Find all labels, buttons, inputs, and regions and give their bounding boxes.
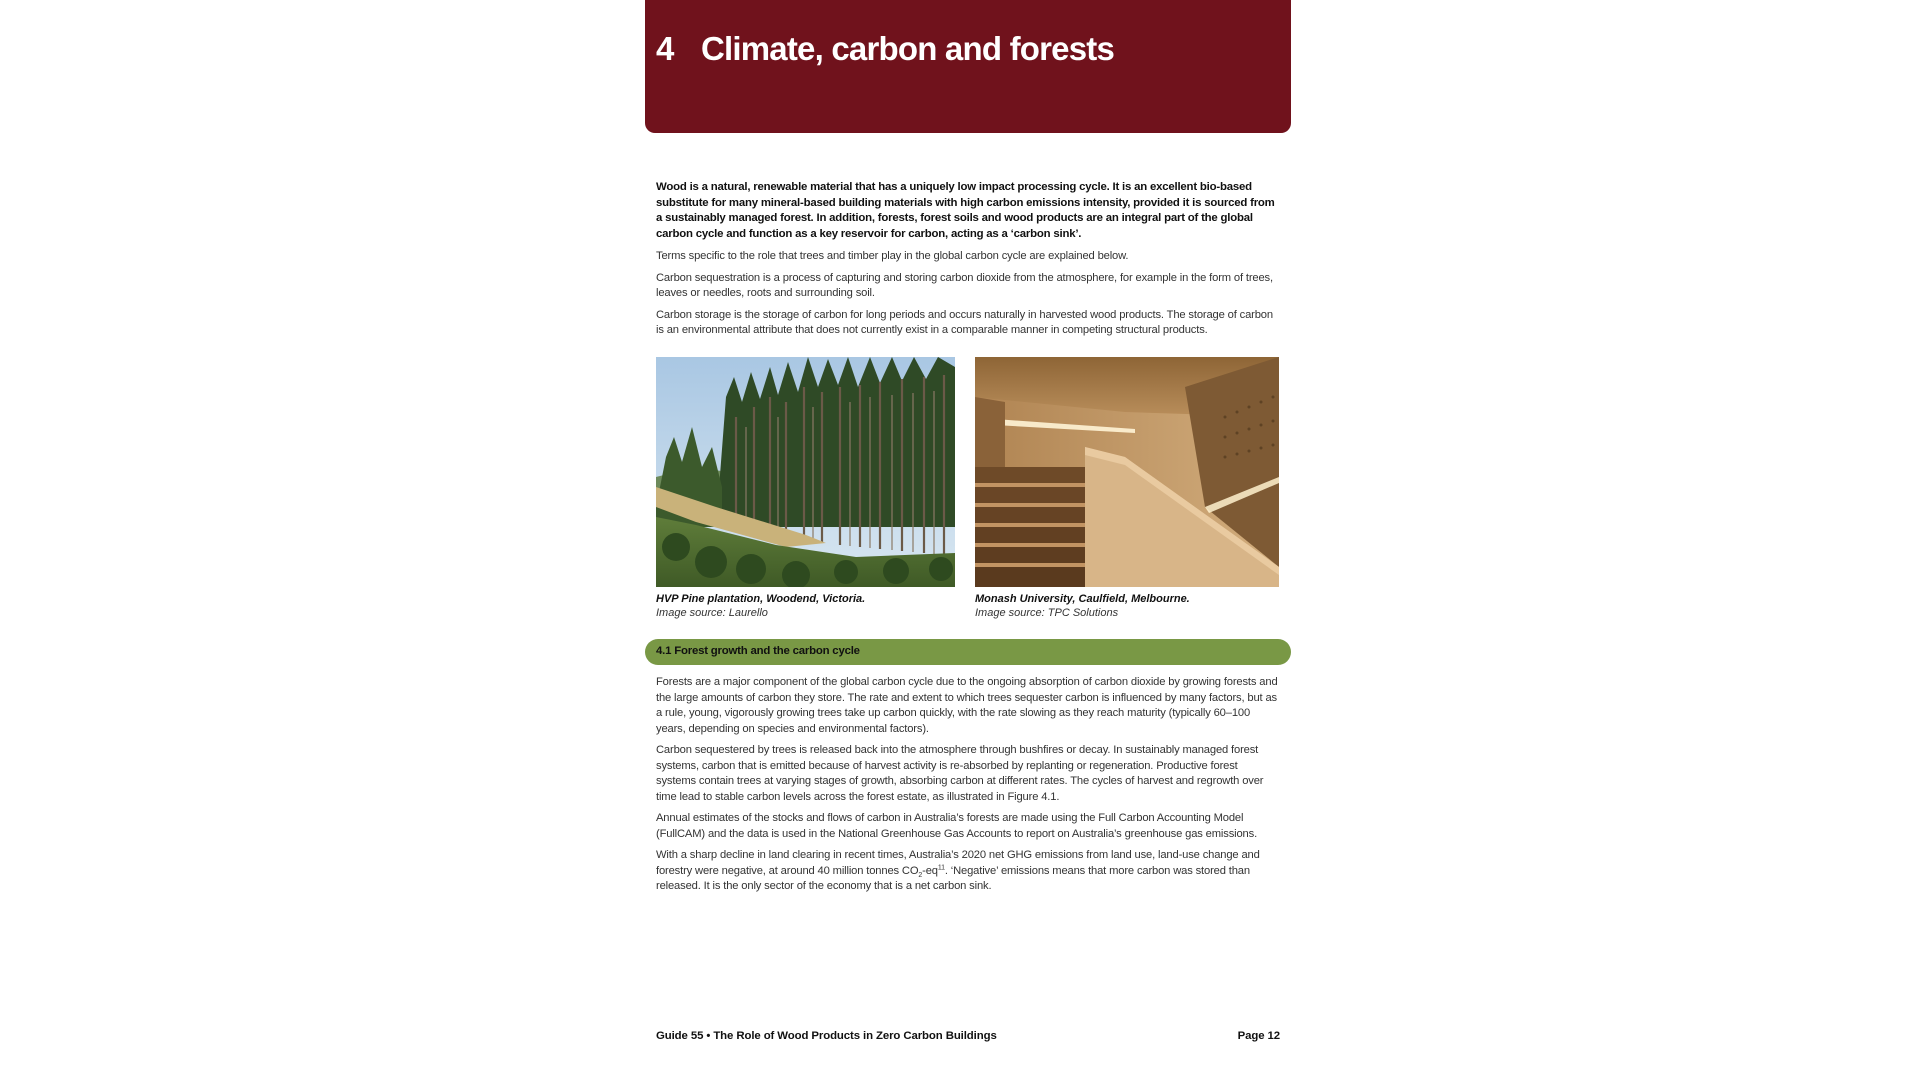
section-body xyxy=(656,675,1280,901)
chapter-header-band xyxy=(645,0,1291,133)
body-paragraph xyxy=(656,848,1280,895)
figure-caption xyxy=(975,592,1279,620)
caption-title: Monash University, Caulfield, Melbourne. xyxy=(975,593,1190,605)
intro-paragraph: Terms specific to the role that trees and timber play in the global carbon cycle are explained below. xyxy=(656,250,1129,262)
text-run: . ‘Negative’ emissions means that more carbon was stored than released. It is the only sector of the economy that is a net carbon sink. xyxy=(656,864,1250,892)
body-paragraph: Annual estimates of the stocks and flows of carbon in Australia’s forests are made using the Full Carbon Accounting Model (FullCAM) and the data is used in the National Greenhouse Gas Accounts to report on Australia’s greenhouse gas emissions. xyxy=(656,812,1258,840)
intro-text xyxy=(656,180,1280,345)
body-paragraph: Forests are a major component of the global carbon cycle due to the ongoing absorption of carbon dioxide by growing forests and the large amounts of carbon they store. The rate and extent to which trees sequester carbon is influenced by many factors, but as a rule, young, vigorously growing trees take up carbon quickly, with the rate slowing as they reach maturity (typically 60–100 years, depending on species and environmental factors). xyxy=(656,676,1278,735)
body-paragraph: Carbon sequestered by trees is released back into the atmosphere through bushfires or decay. In sustainably managed forest systems, carbon that is emitted because of harvest activity is re-absorbed by replanting or regeneration. Productive forest systems contain trees at varying stages of growth, absorbing carbon at different rates. The cycles of harvest and regrowth over time lead to stable carbon levels across the forest estate, as illustrated in Figure 4.1. xyxy=(656,744,1264,803)
pine-plantation-photo xyxy=(656,357,955,587)
lead-paragraph: Wood is a natural, renewable material that has a uniquely low impact processing cycle. It is an excellent bio-based substitute for many mineral-based building materials with high carbon emissions intensity, provided it is sourced from a sustainably managed forest. In addition, forests, forest soils and wood products are an integral part of the global carbon cycle and function as a key reservoir for carbon, acting as a ‘carbon sink’. xyxy=(656,181,1275,240)
figure-caption xyxy=(656,592,956,620)
intro-paragraph: Carbon sequestration is a process of capturing and storing carbon dioxide from the atmosphere, for example in the form of trees, leaves or needles, roots and surrounding soil. xyxy=(656,271,1273,299)
caption-source: Image source: Laurello xyxy=(656,607,768,619)
section-heading: 4.1 Forest growth and the carbon cycle xyxy=(656,645,860,657)
chapter-title xyxy=(656,30,1114,68)
footnote-reference[interactable]: 11 xyxy=(937,863,945,871)
subscript: 2 xyxy=(918,871,923,879)
footer-guide-title: Guide 55 • The Role of Wood Products in Zero Carbon Buildings xyxy=(656,1030,997,1042)
caption-title: HVP Pine plantation, Woodend, Victoria. xyxy=(656,593,866,605)
timber-stairwell-photo xyxy=(975,357,1279,587)
chapter-number: 4 xyxy=(656,30,674,67)
document-page xyxy=(645,0,1291,1080)
footer-page-number: Page 12 xyxy=(1237,1030,1280,1042)
text-run: With a sharp decline in land clearing in recent times, Australia’s 2020 net GHG emissions from land use, land-use change and forestry were negative, at around 40 million tonnes CO xyxy=(656,849,1260,877)
section-heading-bar xyxy=(645,639,1291,665)
caption-source: Image source: TPC Solutions xyxy=(975,607,1119,619)
text-run: -eq xyxy=(922,864,938,877)
chapter-title-text: Climate, carbon and forests xyxy=(701,30,1115,67)
intro-paragraph: Carbon storage is the storage of carbon for long periods and occurs naturally in harvested wood products. The storage of carbon is an environmental attribute that does not currently exist in a comparable manner in competing structural products. xyxy=(656,308,1273,336)
